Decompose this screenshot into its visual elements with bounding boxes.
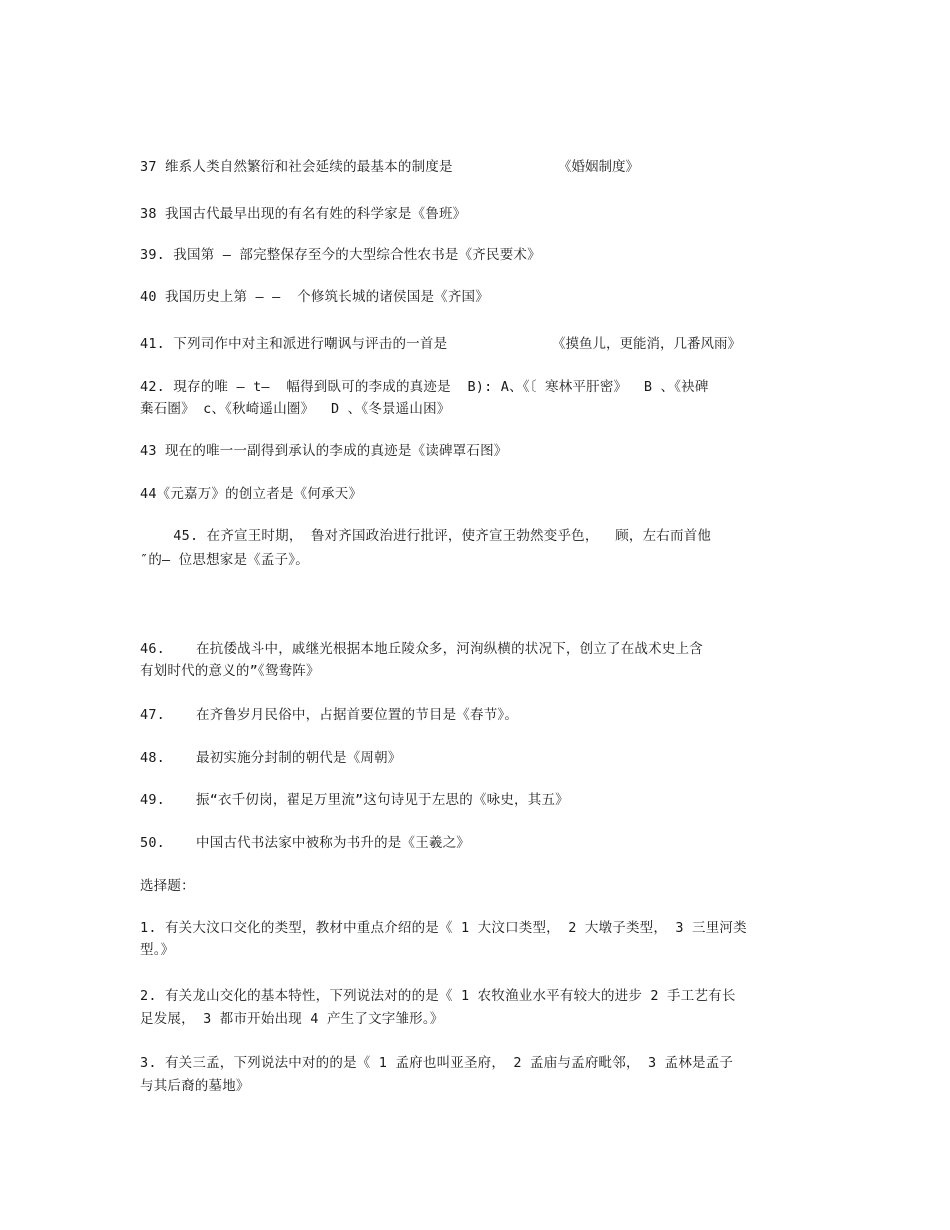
- choice-2-line2: 足发展， 3 都市开始出现 4 产生了文字雏形。》: [140, 1011, 444, 1027]
- item-47-text: 在齐鲁岁月民俗中，占据首要位置的节目是《春节》。: [196, 707, 519, 723]
- item-48-text: 最初实施分封制的朝代是《周朝》: [196, 750, 402, 766]
- item-37-text: 37 维系人类自然繁衍和社会延续的最基本的制度是: [140, 159, 453, 175]
- item-37-answer: 《婚姻制度》: [558, 159, 639, 175]
- item-38: 38 我国古代最早出现的有名有姓的科学家是《鲁班》: [140, 206, 467, 222]
- item-49-text: 振“衣千仞岗，翟足万里流”这句诗见于左思的《咏史，其五》: [196, 792, 569, 808]
- item-48-number: 48.: [140, 750, 165, 766]
- item-50-text: 中国古代书法家中被称为书升的是《王羲之》: [196, 835, 470, 851]
- item-48: [140, 748, 402, 768]
- item-46-line1: [140, 639, 703, 659]
- item-50: [140, 833, 470, 853]
- item-45-line2: ″的– 位思想家是《孟子》。: [140, 552, 309, 568]
- item-42-line2: 棄石圏》 c、《秋崎遥山圏》 D 、《冬景遥山困》: [140, 401, 451, 417]
- item-39: 39. 我国第 – 部完整保存至今的大型综合性农书是《齐民要术》: [140, 247, 541, 263]
- item-37: [140, 157, 453, 177]
- choice-1-line1: 1. 有关大汶口交化的类型，教材中重点介绍的是《 1 大汶口类型， 2 大墩子类型， 3 三里河类: [140, 920, 747, 936]
- choice-2-line1: 2. 有关龙山交化的基本特性，下列说法对的的是《 1 农牧渔业水平有较大的进步 2 手工艺有长: [140, 988, 736, 1004]
- section-title-choices: 选择题：: [140, 878, 195, 894]
- item-49: [140, 790, 569, 810]
- item-49-number: 49.: [140, 792, 165, 808]
- item-46-line2: 有划时代的意义的”《鸳鸯阵》: [140, 663, 320, 679]
- item-42-line1: 42. 現存的唯 – t– 幅得到臥可的李成的真迹是 B): A、《〔 寒林平肝密》 B 、《袂碑: [140, 379, 709, 395]
- item-47-number: 47.: [140, 707, 165, 723]
- item-46-text: 在抗倭战斗中，戚继光根据本地丘陵众多，河洵纵横的状况下，创立了在战术史上含: [196, 641, 703, 657]
- item-41-answer: 《摸鱼儿，更能消，几番风雨》: [552, 336, 741, 352]
- item-40: 40 我国历史上第 – – 个修筑长城的诸侯国是《齐国》: [140, 289, 489, 305]
- choice-1-line2: 型。》: [140, 942, 175, 958]
- item-44: 44《元嘉万》的创立者是《何承天》: [140, 486, 363, 502]
- choice-3-line1: 3. 有关三孟，下列说法中对的的是《 1 孟府也叫亚圣府， 2 孟庙与孟府毗邻， 3 孟林是孟子: [140, 1055, 734, 1071]
- item-50-number: 50.: [140, 835, 165, 851]
- item-47: [140, 705, 518, 725]
- item-41: 41. 下列司作中对主和派进行嘲讽与评击的一首是: [140, 336, 448, 352]
- item-45-line1: 45. 在齐宣王时期， 鲁对齐国政治进行批评，使齐宣王勃然变乎色， 顾，左右而首他: [140, 528, 712, 544]
- item-43: 43 现在的唯一一副得到承认的李成的真迹是《读碑罩石图》: [140, 443, 508, 459]
- choice-3-line2: 与其后裔的墓地》: [140, 1078, 250, 1094]
- item-46-number: 46.: [140, 641, 165, 657]
